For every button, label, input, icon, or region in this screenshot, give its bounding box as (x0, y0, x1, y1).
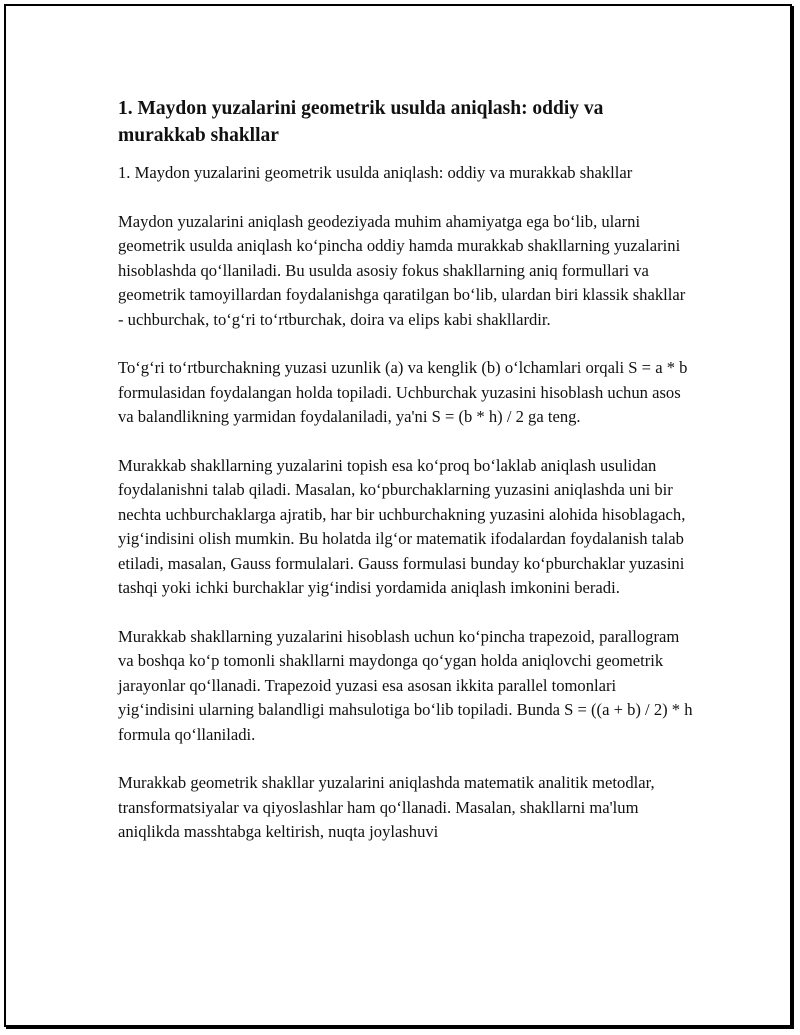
paragraph-1: Maydon yuzalarini aniqlash geodeziyada muhim ahamiyatga ega bo‘lib, ularni geometrik usulda aniqlash ko‘pincha oddiy hamda murakkab shakllarning yuzalarini hisoblashda qo‘llaniladi. Bu usulda asosiy fokus shakllarning aniq formullari va geometrik tamoyillardan foydalanishga qaratilgan bo‘lib, ulardan biri klassik shakllar - uchburchak, to‘g‘ri to‘rtburchak, doira va elips kabi shakllardir. (118, 211, 686, 329)
document-subtitle: 1. Maydon yuzalarini geometrik usulda aniqlash: oddiy va murakkab shakllar (118, 163, 633, 182)
paragraph-5: Murakkab geometrik shakllar yuzalarini aniqlashda matematik analitik metodlar, transformatsiyalar va qiyoslashlar ham qo‘llanadi. Masalan, shakllarni ma'lum aniqlikda masshtabga keltirish, nuqta joylashuvi (118, 773, 655, 841)
paragraph-2: To‘g‘ri to‘rtburchakning yuzasi uzunlik (a) va kenglik (b) o‘lchamlari orqali S = a * b formulasidan foydalangan holda topiladi. Uchburchak yuzasini hisoblash uchun asos va balandlikning yarmidan foydalaniladi, ya'ni S = (b * h) / 2 ga teng. (118, 358, 688, 426)
document-body (118, 95, 693, 869)
paragraph-3: Murakkab shakllarning yuzalarini topish esa ko‘proq bo‘laklab aniqlash usulidan foydalanishni talab qiladi. Masalan, ko‘pburchaklarning yuzasini aniqlashda uni bir nechta uchburchaklarga ajratib, har bir uchburchakning yuzasini alohida hisoblagach, yig‘indisini olish mumkin. Bu holatda ilg‘or matematik ifodalardan foydalanish talab etiladi, masalan, Gauss formulalari. Gauss formulasi bunday ko‘pburchaklar yuzasini tashqi yoki ichki burchaklar yig‘indisi yordamida aniqlash imkonini beradi. (118, 455, 686, 597)
document-title: 1. Maydon yuzalarini geometrik usulda aniqlash: oddiy va murakkab shakllar (118, 98, 604, 146)
paragraph-4: Murakkab shakllarning yuzalarini hisoblash uchun ko‘pincha trapezoid, parallogram va boshqa ko‘p tomonli shakllarni maydonga qo‘ygan holda aniqlovchi geometrik jarayonlar qo‘llanadi. Trapezoid yuzasi esa asosan ikkita parallel tomonlari yig‘indisini ularning balandligi mahsulotiga bo‘lib topiladi. Bunda S = ((a + b) / 2) * h formula qo‘llaniladi. (118, 626, 693, 744)
